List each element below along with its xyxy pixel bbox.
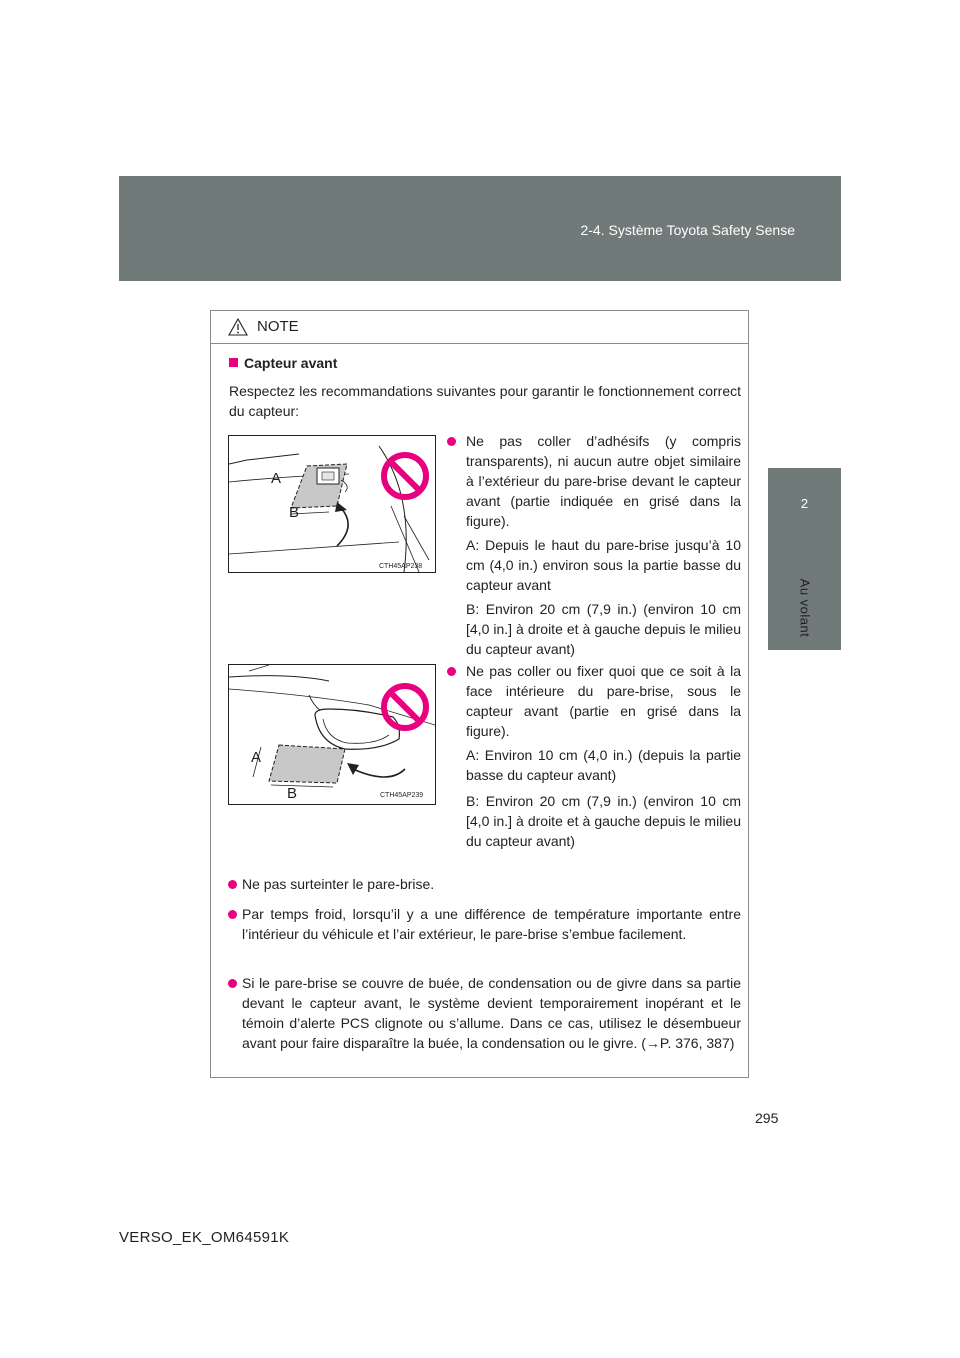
bullet-dot xyxy=(228,979,237,988)
section-title: 2-4. Système Toyota Safety Sense xyxy=(580,222,795,238)
windshield-exterior-illustration xyxy=(229,436,435,572)
dimension-label-b: B xyxy=(287,785,298,802)
dimension-label-b: B xyxy=(289,504,300,521)
bullet-dot xyxy=(447,667,456,676)
bullet-text: Si le pare-brise se couvre de buée, de condensation ou de givre dans sa partie devant le capteur avant, le système devient temporairement inopérant et le témoin d’alerte PCS clignote ou s’allume. Dans ce cas, utilisez le désembueur avant pour faire disparaître la buée, la condensation ou le givre. (→P. 376, 387) xyxy=(242,975,741,1051)
bullet-text: Ne pas surteinter le pare-brise. xyxy=(242,876,435,892)
figure2-detail-a: A: Environ 10 cm (4,0 in.) (depuis la partie basse du capteur avant) xyxy=(466,747,741,783)
windshield-interior-illustration xyxy=(229,665,435,804)
figure-code: CTH45AP238 xyxy=(379,563,423,570)
header-band xyxy=(119,176,841,281)
subheading-text: Capteur avant xyxy=(244,355,338,371)
note-header xyxy=(211,311,748,344)
document-code: VERSO_EK_OM64591K xyxy=(119,1229,290,1246)
bullet-dot xyxy=(228,880,237,889)
chapter-label xyxy=(781,548,829,668)
page-number: 295 xyxy=(755,1110,779,1126)
figure1-bullet-text: Ne pas coller d’adhésifs (y compris transparents), ni aucun autre objet similaire à l’extérieur du pare-brise devant le capteur avant (partie indiquée en grisé dans la figure). xyxy=(466,433,741,529)
note-box xyxy=(210,310,749,1078)
chapter-number: 2 xyxy=(800,496,809,511)
figure1-detail-b: B: Environ 20 cm (7,9 in.) (environ 10 cm [4,0 in.] à droite et à gauche depuis le milieu du capteur avant) xyxy=(466,601,741,657)
figure-code: CTH45AP239 xyxy=(380,792,424,799)
figure2-bullet-text: Ne pas coller ou fixer quoi que ce soit à la face intérieure du pare-brise, sous le capteur avant (partie en grisé dans la figure). xyxy=(466,663,741,739)
dimension-label-a: A xyxy=(251,749,262,766)
bullet-dot xyxy=(228,910,237,919)
dimension-label-a: A xyxy=(271,470,282,487)
figure-windshield-interior xyxy=(228,664,436,805)
square-bullet-icon xyxy=(229,358,238,367)
note-title: NOTE xyxy=(257,318,299,335)
figure2-detail-b: B: Environ 20 cm (7,9 in.) (environ 10 cm [4,0 in.] à droite et à gauche depuis le milieu du capteur avant) xyxy=(466,793,741,849)
warning-icon xyxy=(228,318,248,336)
chapter-label-text: Au volant xyxy=(797,578,813,638)
intro-text: Respectez les recommandations suivantes pour garantir le fonctionnement correct du capteur: xyxy=(229,383,741,419)
figure1-detail-a: A: Depuis le haut du pare-brise jusqu’à 10 cm (4,0 in.) environ sous la partie basse du capteur avant xyxy=(466,537,741,593)
bullet-text: Par temps froid, lorsqu’il y a une différence de température importante entre l’intérieur du véhicule et l’air extérieur, le pare-brise s’embue facilement. xyxy=(242,906,741,942)
bullet-dot xyxy=(447,437,456,446)
figure-windshield-exterior xyxy=(228,435,436,573)
subheading xyxy=(229,355,337,371)
